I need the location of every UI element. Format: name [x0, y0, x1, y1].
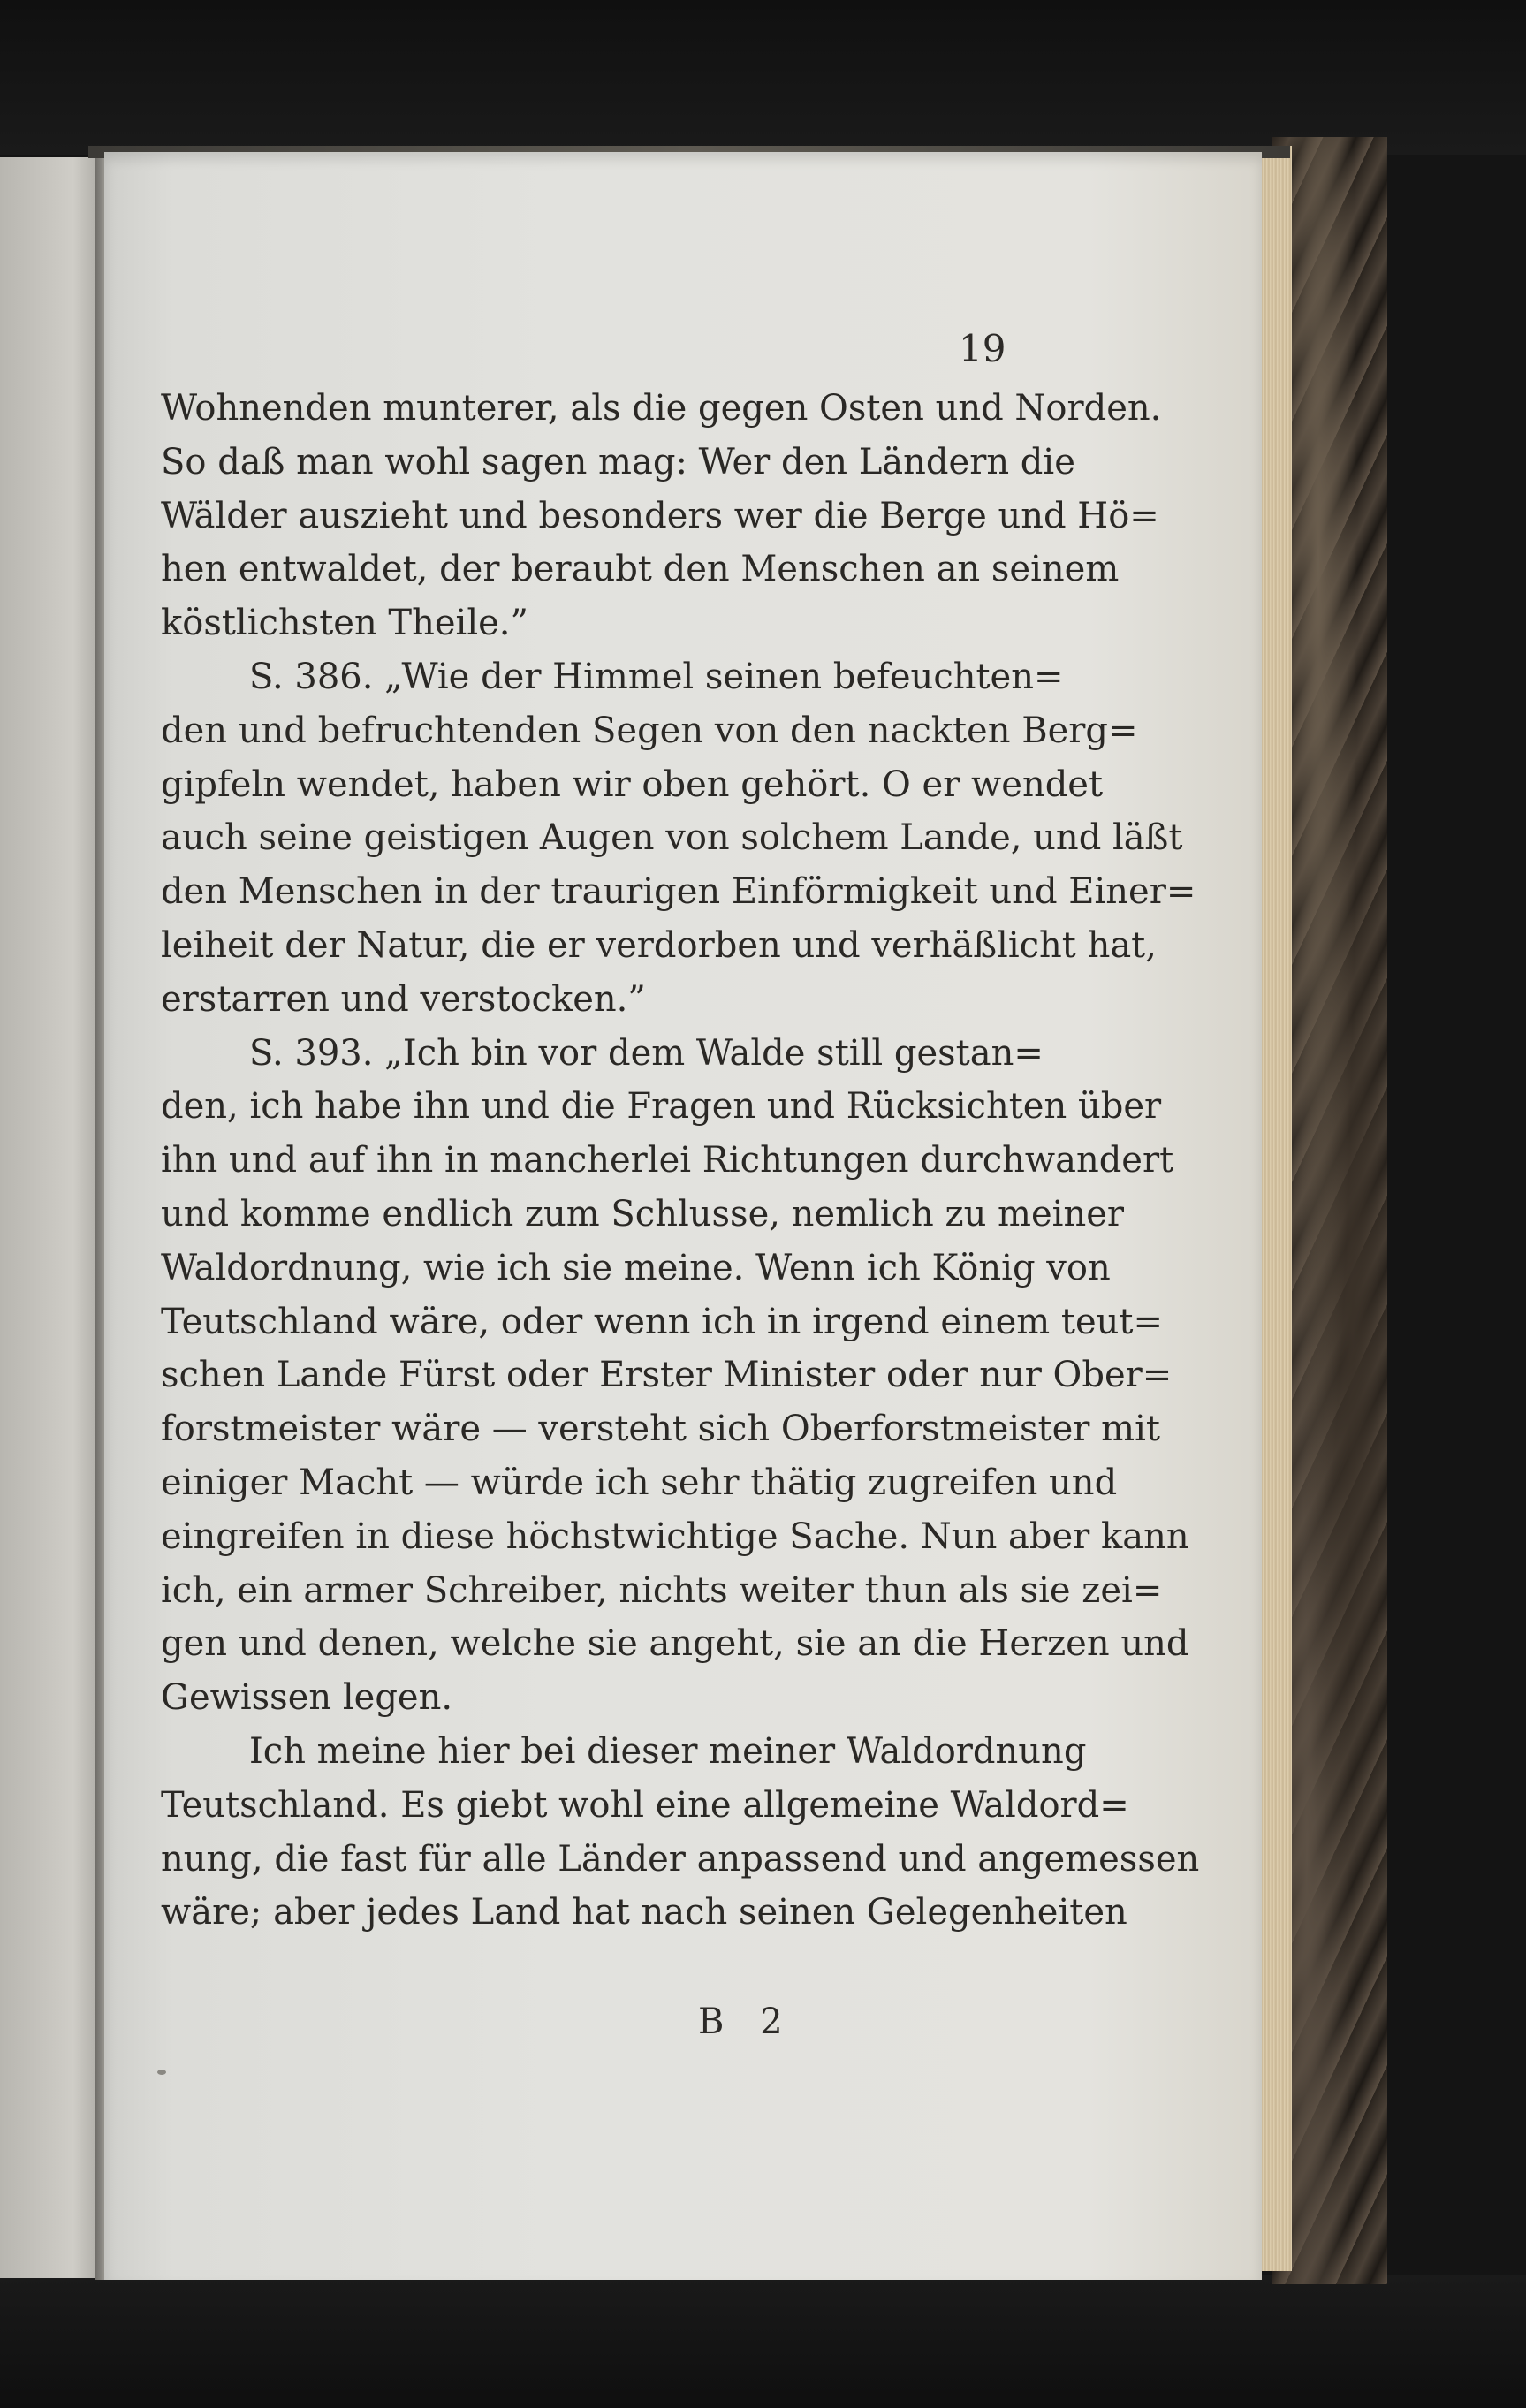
left-page-edge: [0, 157, 104, 2278]
text-line: und komme endlich zum Schlusse, nemlich zu meiner: [161, 1193, 1124, 1234]
text-line: Ich meine hier bei dieser meiner Waldordnung: [249, 1730, 1087, 1772]
signature-mark: B 2: [698, 2002, 795, 2042]
text-line: hen entwaldet, der beraubt den Menschen an seinem: [161, 549, 1120, 590]
text-line: gen und denen, welche sie angeht, sie an die Herzen und: [161, 1623, 1189, 1665]
text-line: den Menschen in der traurigen Einförmigkeit und Einer=: [161, 871, 1196, 913]
paper-speck: [157, 2070, 166, 2075]
text-line: Wälder auszieht und besonders wer die Berge und Hö=: [161, 495, 1159, 536]
dark-background-top: [0, 0, 1526, 155]
text-line: Gewissen legen.: [161, 1677, 453, 1719]
text-line: einiger Macht — würde ich sehr thätig zugreifen und: [161, 1462, 1118, 1503]
text-line: schen Lande Fürst oder Erster Minister oder nur Ober=: [161, 1355, 1173, 1396]
text-line: ihn und auf ihn in mancherlei Richtungen durchwandert: [161, 1140, 1174, 1181]
dark-background-bottom: [0, 2275, 1526, 2408]
text-line: leiheit der Natur, die er verdorben und verhäßlicht hat,: [161, 924, 1157, 966]
text-line: wäre; aber jedes Land hat nach seinen Gelegenheiten: [161, 1892, 1127, 1933]
body-text: [161, 382, 1200, 1940]
text-line: eingreifen in diese höchstwichtige Sache. Nun aber kann: [161, 1515, 1189, 1557]
text-line: ich, ein armer Schreiber, nichts weiter thun als sie zei=: [161, 1569, 1163, 1611]
text-line: Wohnenden munterer, als die gegen Osten und Norden.: [161, 388, 1162, 429]
text-line: Teutschland wäre, oder wenn ich in irgend einem teut=: [161, 1301, 1164, 1342]
text-line: nung, die fast für alle Länder anpassend und angemessen: [161, 1838, 1200, 1880]
text-line: Waldordnung, wie ich sie meine. Wenn ich König von: [161, 1247, 1111, 1288]
text-line: den und befruchtenden Segen von den nackten Berg=: [161, 710, 1138, 751]
text-line: So daß man wohl sagen mag: Wer den Ländern die: [161, 441, 1075, 482]
text-line: den, ich habe ihn und die Fragen und Rücksichten über: [161, 1086, 1162, 1128]
text-line: Teutschland. Es giebt wohl eine allgemeine Waldord=: [161, 1784, 1129, 1826]
text-line: auch seine geistigen Augen von solchem Lande, und läßt: [161, 817, 1183, 859]
page-block-edge: [1256, 146, 1292, 2271]
text-line: köstlichsten Theile.”: [161, 603, 528, 644]
text-line: erstarren und verstocken.”: [161, 978, 646, 1020]
text-line: forstmeister wäre — versteht sich Oberforstmeister mit: [161, 1409, 1160, 1450]
text-line: gipfeln wendet, haben wir oben gehört. O er wendet: [161, 763, 1104, 805]
page-number: 19: [959, 327, 1006, 370]
text-line: S. 386. „Wie der Himmel seinen befeuchten=: [249, 656, 1064, 697]
text-line: S. 393. „Ich bin vor dem Walde still gestan=: [249, 1032, 1044, 1074]
